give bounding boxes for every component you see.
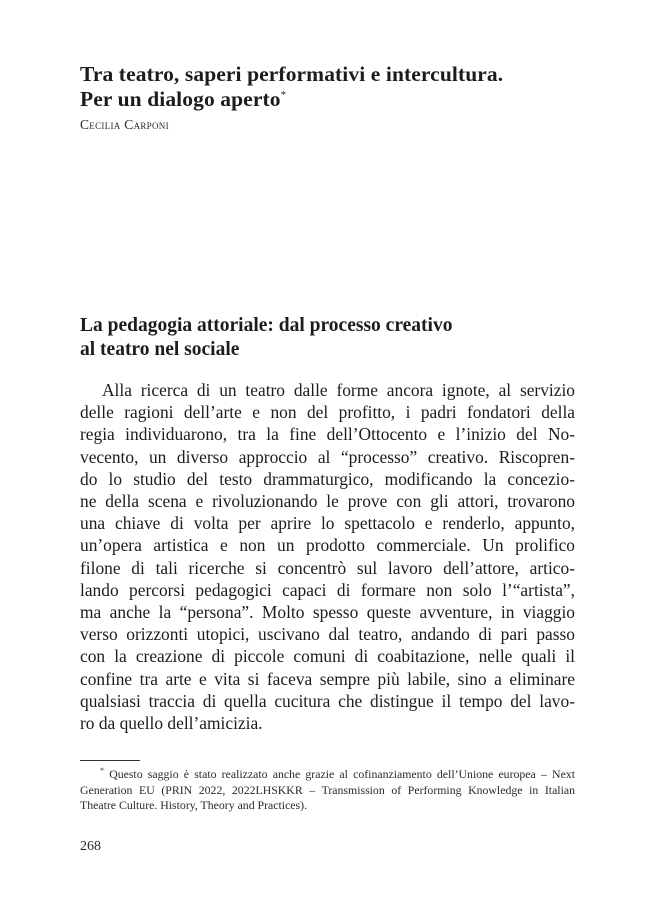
body-line: verso orizzonti utopici, uscivano dal teatro, andando di pari passo bbox=[80, 624, 575, 645]
footnote-divider bbox=[80, 760, 140, 761]
body-line: con la creazione di piccole comuni di coabitazione, nelle quali il bbox=[80, 646, 575, 667]
chapter-title-line-1: Tra teatro, saperi performativi e intercultura. bbox=[80, 62, 504, 86]
page-content bbox=[80, 62, 575, 854]
footnote bbox=[80, 767, 575, 814]
body-line: confine tra arte e vita si faceva sempre più labile, sino a eliminare bbox=[80, 668, 575, 689]
body-line: filone di tali ricerche si concentrò sul lavoro dell’attore, artico- bbox=[80, 557, 575, 578]
page-number: 268 bbox=[80, 839, 101, 854]
body-paragraph bbox=[80, 379, 575, 734]
chapter-title-line-2-text: Per un dialogo aperto bbox=[80, 87, 281, 111]
body-line: ma anche la “persona”. Molto spesso queste avventure, in viaggio bbox=[80, 602, 575, 623]
section-title bbox=[80, 314, 575, 362]
footnote-line-3: Theatre Culture. History, Theory and Practices). bbox=[80, 798, 308, 812]
body-line: un’opera artistica e non un prodotto commerciale. Un prolifico bbox=[80, 535, 575, 556]
chapter-title bbox=[80, 62, 575, 112]
body-line: una chiave di volta per aprire lo spettacolo e renderlo, appunto, bbox=[80, 513, 575, 534]
body-line: delle ragioni dell’arte e non del profitto, i padri fondatori della bbox=[80, 402, 575, 423]
section-title-line-2: al teatro nel sociale bbox=[80, 339, 240, 360]
chapter-title-line-2 bbox=[80, 87, 575, 112]
body-line: ro da quello dell’amicizia. bbox=[80, 713, 263, 734]
body-line: lando percorsi pedagogici capaci di formare non solo l’“artista”, bbox=[80, 579, 575, 600]
footnote-line-1-text: Questo saggio è stato realizzato anche grazie al cofinanziamento dell’Unione europea – Next bbox=[104, 767, 575, 781]
body-line: Alla ricerca di un teatro dalle forme ancora ignote, al servizio bbox=[102, 380, 575, 400]
body-line: do lo studio del testo drammaturgico, modificando la concezio- bbox=[80, 468, 575, 489]
body-line: ne della scena e rivoluzionando le prove con gli attori, trovarono bbox=[80, 491, 575, 512]
body-line: vecento, un diverso approccio al “processo” creativo. Riscopren- bbox=[80, 446, 575, 467]
footnote-line-1 bbox=[80, 767, 575, 783]
author-name: Cecilia Carponi bbox=[80, 117, 169, 132]
body-line: qualsiasi traccia di quella cucitura che distingue il tempo del lavo- bbox=[80, 690, 575, 711]
footnote-mark: * bbox=[100, 766, 104, 776]
footnote-line-2: Generation EU (PRIN 2022, 2022LHSKKR – Transmission of Performing Knowledge in Italian bbox=[80, 782, 575, 797]
section-title-line-1: La pedagogia attoriale: dal processo creativo bbox=[80, 315, 453, 336]
footnote-marker[interactable]: * bbox=[280, 88, 287, 101]
body-line: regia individuarono, tra la fine dell’Ottocento e l’inizio del No- bbox=[80, 424, 575, 445]
